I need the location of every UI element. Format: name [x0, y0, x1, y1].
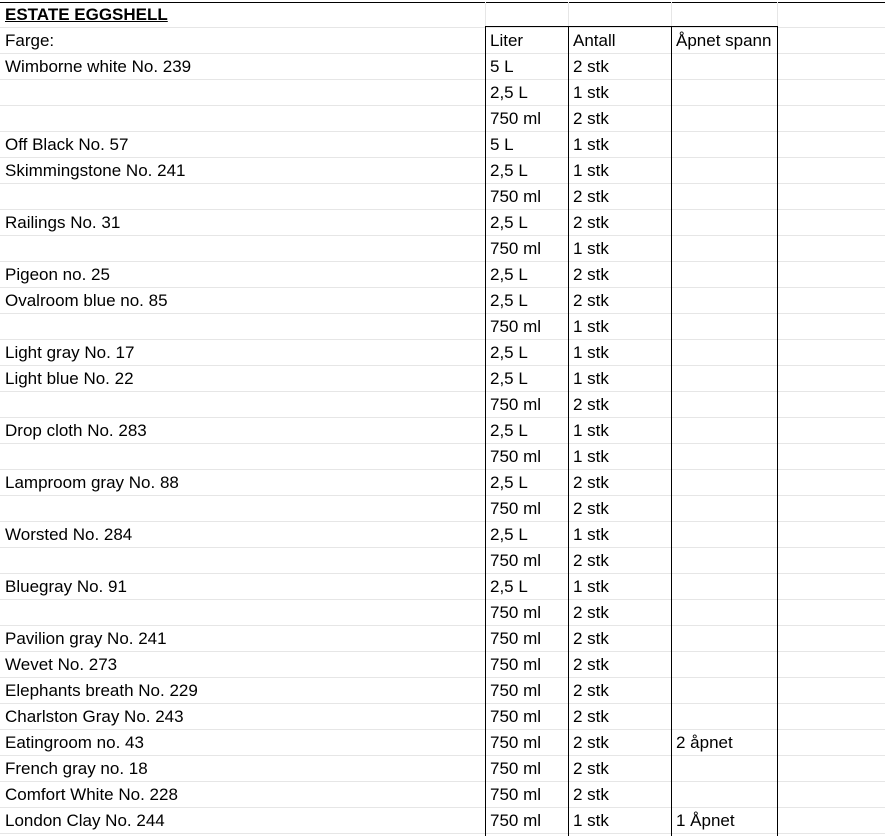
cell-apnet[interactable]: [671, 262, 777, 288]
table-row: [0, 184, 885, 210]
table-row: [0, 314, 885, 340]
cell-farge[interactable]: [0, 392, 485, 418]
cell-liter[interactable]: 2,5 L: [490, 83, 528, 102]
cell-antall[interactable]: 1 stk: [573, 577, 609, 596]
cell-liter[interactable]: 750 ml: [490, 811, 542, 830]
cell-farge[interactable]: [0, 314, 485, 340]
cell-antall[interactable]: 2 stk: [573, 265, 609, 284]
cell-liter[interactable]: 2,5 L: [490, 213, 528, 232]
cell-antall[interactable]: 1 stk: [573, 135, 609, 154]
grid-line: [485, 2, 486, 26]
cell-farge[interactable]: [0, 236, 485, 262]
cell-liter[interactable]: 750 ml: [490, 499, 542, 518]
cell-liter[interactable]: 750 ml: [490, 629, 542, 648]
table-row: [0, 652, 885, 678]
title-row: [0, 2, 885, 28]
cell-apnet[interactable]: [671, 652, 777, 678]
cell-antall[interactable]: 2 stk: [573, 707, 609, 726]
cell-antall[interactable]: 1 stk: [573, 343, 609, 362]
cell-antall[interactable]: 2 stk: [573, 499, 609, 518]
cell-liter[interactable]: 750 ml: [490, 759, 542, 778]
cell-apnet[interactable]: [671, 496, 777, 522]
cell-antall[interactable]: 2 stk: [573, 57, 609, 76]
cell-apnet[interactable]: [671, 678, 777, 704]
cell-antall[interactable]: 2 stk: [573, 759, 609, 778]
cell-liter[interactable]: 2,5 L: [490, 265, 528, 284]
cell-farge[interactable]: Wevet No. 273: [5, 655, 118, 674]
cell-apnet[interactable]: [671, 132, 777, 158]
sheet-title[interactable]: ESTATE EGGSHELL: [5, 5, 168, 24]
header-apnet[interactable]: Åpnet spann: [676, 31, 772, 50]
table-row: [0, 236, 885, 262]
cell-farge[interactable]: [0, 80, 485, 106]
cell-liter[interactable]: 2,5 L: [490, 525, 528, 544]
table-row: [0, 600, 885, 626]
cell-liter[interactable]: 5 L: [490, 135, 514, 154]
cell-farge[interactable]: Off Black No. 57: [5, 135, 129, 154]
header-farge[interactable]: Farge:: [5, 31, 55, 50]
table-row: [0, 730, 885, 756]
cell-apnet[interactable]: [671, 600, 777, 626]
cell-antall[interactable]: 2 stk: [573, 785, 609, 804]
cell-liter[interactable]: 2,5 L: [490, 291, 528, 310]
table-row: [0, 262, 885, 288]
cell-farge[interactable]: [0, 444, 485, 470]
table-row: [0, 678, 885, 704]
table-row: [0, 574, 885, 600]
cell-farge[interactable]: Railings No. 31: [5, 213, 121, 232]
cell-apnet[interactable]: [671, 184, 777, 210]
cell-farge[interactable]: Light gray No. 17: [5, 343, 135, 362]
cell-antall[interactable]: 1 stk: [573, 161, 609, 180]
title-cell-apnet[interactable]: [671, 2, 777, 28]
header-liter[interactable]: Liter: [490, 31, 524, 50]
cell-antall[interactable]: 1 stk: [573, 525, 609, 544]
cell-farge[interactable]: Wimborne white No. 239: [5, 57, 192, 76]
cell-apnet[interactable]: [671, 340, 777, 366]
cell-farge[interactable]: Ovalroom blue no. 85: [5, 291, 168, 310]
cell-apnet[interactable]: [671, 418, 777, 444]
cell-antall[interactable]: 1 stk: [573, 369, 609, 388]
table-row: [0, 548, 885, 574]
cell-apnet[interactable]: [671, 106, 777, 132]
cell-liter[interactable]: 750 ml: [490, 707, 542, 726]
cell-liter[interactable]: 2,5 L: [490, 577, 528, 596]
table-row: [0, 392, 885, 418]
cell-liter[interactable]: 750 ml: [490, 109, 542, 128]
cell-apnet[interactable]: [671, 782, 777, 808]
cell-farge[interactable]: Pigeon no. 25: [5, 265, 110, 284]
cell-liter[interactable]: 750 ml: [490, 551, 542, 570]
cell-antall[interactable]: 2 stk: [573, 213, 609, 232]
table-row: [0, 158, 885, 184]
title-cell-antall[interactable]: [568, 2, 671, 28]
cell-apnet[interactable]: [671, 470, 777, 496]
cell-liter[interactable]: 2,5 L: [490, 161, 528, 180]
cell-antall[interactable]: 2 stk: [573, 473, 609, 492]
cell-apnet[interactable]: [671, 54, 777, 80]
cell-farge[interactable]: French gray no. 18: [5, 759, 148, 778]
cell-apnet[interactable]: [671, 626, 777, 652]
table-row: [0, 756, 885, 782]
cell-antall[interactable]: 2 stk: [573, 733, 609, 752]
cell-liter[interactable]: 750 ml: [490, 187, 542, 206]
cell-liter[interactable]: 750 ml: [490, 239, 542, 258]
cell-antall[interactable]: 2 stk: [573, 655, 609, 674]
header-antall[interactable]: Antall: [573, 31, 616, 50]
cell-liter[interactable]: 750 ml: [490, 681, 542, 700]
cell-farge[interactable]: [0, 496, 485, 522]
cell-farge[interactable]: [0, 106, 485, 132]
cell-antall[interactable]: 1 stk: [573, 239, 609, 258]
grid-line: [671, 2, 672, 26]
table-row: [0, 444, 885, 470]
cell-farge[interactable]: London Clay No. 244: [5, 811, 165, 830]
cell-apnet[interactable]: [671, 704, 777, 730]
cell-antall[interactable]: 1 stk: [573, 83, 609, 102]
cell-apnet[interactable]: [671, 236, 777, 262]
column-border-liter: [485, 26, 486, 836]
cell-antall[interactable]: 2 stk: [573, 291, 609, 310]
cell-apnet[interactable]: 2 åpnet: [676, 733, 733, 752]
cell-apnet[interactable]: 1 Åpnet: [676, 811, 735, 830]
table-row: [0, 522, 885, 548]
cell-liter[interactable]: 750 ml: [490, 655, 542, 674]
cell-farge[interactable]: Charlston Gray No. 243: [5, 707, 184, 726]
cell-apnet[interactable]: [671, 314, 777, 340]
table-row: [0, 496, 885, 522]
cell-apnet[interactable]: [671, 288, 777, 314]
cell-apnet[interactable]: [671, 548, 777, 574]
cell-liter[interactable]: 5 L: [490, 57, 514, 76]
cell-farge[interactable]: Elephants breath No. 229: [5, 681, 198, 700]
title-cell-liter[interactable]: [485, 2, 568, 28]
cell-apnet[interactable]: [671, 80, 777, 106]
table-row: [0, 54, 885, 80]
cell-farge[interactable]: Comfort White No. 228: [5, 785, 178, 804]
cell-apnet[interactable]: [671, 756, 777, 782]
cell-antall[interactable]: 1 stk: [573, 811, 609, 830]
cell-farge[interactable]: [0, 600, 485, 626]
cell-apnet[interactable]: [671, 444, 777, 470]
header-top-border: [485, 26, 778, 27]
table-row: [0, 626, 885, 652]
cell-antall[interactable]: 2 stk: [573, 395, 609, 414]
table-row: [0, 106, 885, 132]
cell-farge[interactable]: Bluegray No. 91: [5, 577, 127, 596]
table-row: [0, 782, 885, 808]
table-body: [0, 54, 885, 834]
grid-line: [777, 2, 778, 26]
cell-antall[interactable]: 2 stk: [573, 629, 609, 648]
cell-apnet[interactable]: [671, 210, 777, 236]
cell-liter[interactable]: 750 ml: [490, 733, 542, 752]
table-row: [0, 366, 885, 392]
column-border-antall: [568, 26, 569, 836]
cell-farge[interactable]: Lamproom gray No. 88: [5, 473, 179, 492]
cell-antall[interactable]: 1 stk: [573, 447, 609, 466]
cell-liter[interactable]: 750 ml: [490, 395, 542, 414]
cell-liter[interactable]: 2,5 L: [490, 421, 528, 440]
table-row: [0, 704, 885, 730]
cell-farge[interactable]: Eatingroom no. 43: [5, 733, 144, 752]
column-border-right: [777, 26, 778, 836]
cell-farge[interactable]: Drop cloth No. 283: [5, 421, 147, 440]
cell-liter[interactable]: 2,5 L: [490, 473, 528, 492]
cell-apnet[interactable]: [671, 392, 777, 418]
cell-farge[interactable]: [0, 548, 485, 574]
cell-apnet[interactable]: [671, 158, 777, 184]
cell-farge[interactable]: Pavilion gray No. 241: [5, 629, 167, 648]
cell-antall[interactable]: 2 stk: [573, 603, 609, 622]
cell-apnet[interactable]: [671, 574, 777, 600]
cell-liter[interactable]: 750 ml: [490, 785, 542, 804]
table-row: [0, 288, 885, 314]
table-row: [0, 418, 885, 444]
cell-farge[interactable]: Worsted No. 284: [5, 525, 133, 544]
cell-antall[interactable]: 2 stk: [573, 109, 609, 128]
cell-antall[interactable]: 2 stk: [573, 551, 609, 570]
cell-apnet[interactable]: [671, 522, 777, 548]
table-row: [0, 808, 885, 834]
cell-antall[interactable]: 1 stk: [573, 317, 609, 336]
cell-liter[interactable]: 750 ml: [490, 317, 542, 336]
cell-liter[interactable]: 2,5 L: [490, 343, 528, 362]
header-row: [0, 28, 885, 54]
spreadsheet: [0, 2, 885, 834]
table-row: [0, 132, 885, 158]
table-row: [0, 470, 885, 496]
table-row: [0, 210, 885, 236]
cell-farge[interactable]: [0, 184, 485, 210]
cell-liter[interactable]: 2,5 L: [490, 369, 528, 388]
table-row: [0, 80, 885, 106]
grid-line: [568, 2, 569, 26]
cell-antall[interactable]: 1 stk: [573, 421, 609, 440]
column-border-apnet: [671, 26, 672, 836]
cell-liter[interactable]: 750 ml: [490, 603, 542, 622]
cell-antall[interactable]: 2 stk: [573, 187, 609, 206]
cell-apnet[interactable]: [671, 366, 777, 392]
cell-farge[interactable]: Light blue No. 22: [5, 369, 134, 388]
cell-liter[interactable]: 750 ml: [490, 447, 542, 466]
cell-antall[interactable]: 2 stk: [573, 681, 609, 700]
table-row: [0, 340, 885, 366]
cell-farge[interactable]: Skimmingstone No. 241: [5, 161, 186, 180]
